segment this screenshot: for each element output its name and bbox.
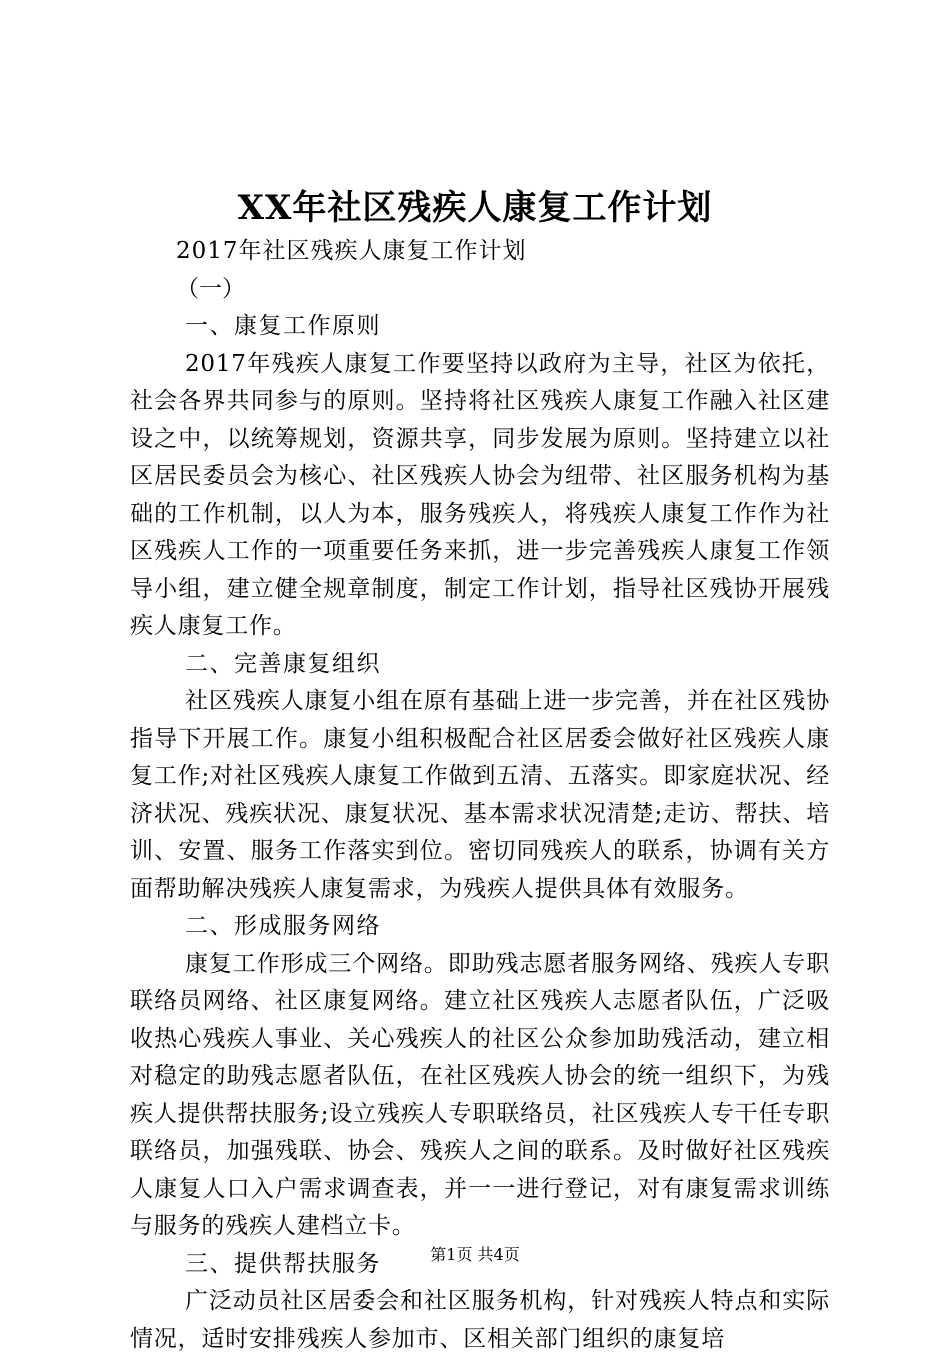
section-heading-principles: 一、康复工作原则 xyxy=(185,313,381,339)
document-subtitle: 2017年社区残疾人康复工作计划 xyxy=(176,238,527,264)
section-body-services: 广泛动员社区居委会和社区服务机构，针对残疾人特点和实际情况，适时安排残疾人参加市、区相关部门组织的康复培 xyxy=(130,1288,830,1352)
document-title: XX年社区残疾人康复工作计划 xyxy=(237,188,713,228)
page-footer: 第1页 共4页 xyxy=(430,1245,520,1264)
section-heading-network: 二、形成服务网络 xyxy=(185,913,381,939)
section-body-network: 康复工作形成三个网络。即助残志愿者服务网络、残疾人专职联络员网络、社区康复网络。建立社区残疾人志愿者队伍，广泛吸收热心残疾人事业、关心残疾人的社区公众参加助残活动，建立相对稳定的助残志愿者队伍，在社区残疾人协会的统一组织下，为残疾人提供帮扶服务;设立残疾人专职联络员，社区残疾人专干任专职联络员，加强残联、协会、残疾人之间的联系。及时做好社区残疾人康复人口入户需求调查表，并一一进行登记，对有康复需求训练与服务的残疾人建档立卡。 xyxy=(130,950,830,1239)
part-marker: （一） xyxy=(176,275,245,302)
section-heading-organization: 二、完善康复组织 xyxy=(185,650,381,677)
document-body xyxy=(130,233,830,1358)
section-heading-services: 三、提供帮扶服务 xyxy=(185,1250,381,1277)
section-body-organization: 社区残疾人康复小组在原有基础上进一步完善，并在社区残协指导下开展工作。康复小组积极配合社区居委会做好社区残疾人康复工作;对社区残疾人康复工作做到五清、五落实。即家庭状况、经济状况、残疾状况、康复状况、基本需求状况清楚;走访、帮扶、培训、安置、服务工作落实到位。密切同残疾人的联系，协调有关方面帮助解决残疾人康复需求，为残疾人提供具体有效服务。 xyxy=(130,688,830,902)
section-body-principles: 2017年残疾人康复工作要坚持以政府为主导，社区为依托，社会各界共同参与的原则。坚持将社区残疾人康复工作融入社区建设之中，以统筹规划，资源共享，同步发展为原则。坚持建立以社区居民委员会为核心、社区残疾人协会为纽带、社区服务机构为基础的工作机制，以人为本，服务残疾人，将残疾人康复工作作为社区残疾人工作的一项重要任务来抓，进一步完善残疾人康复工作领导小组，建立健全规章制度，制定工作计划，指导社区残协开展残疾人康复工作。 xyxy=(130,350,830,639)
